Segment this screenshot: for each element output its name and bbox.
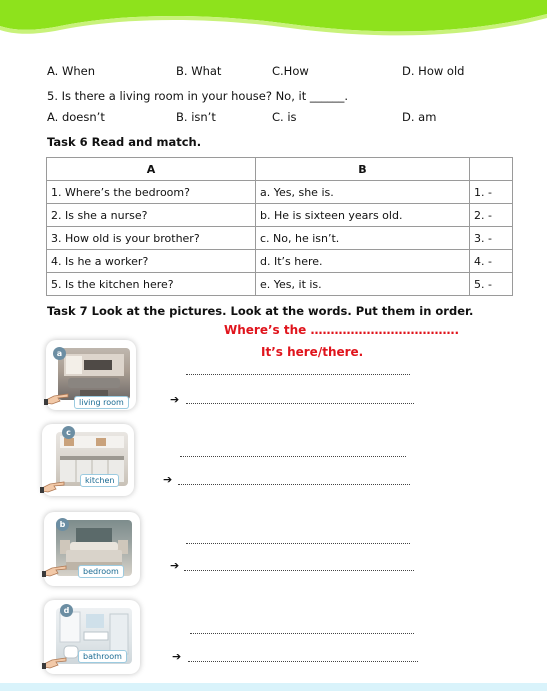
pointing-hand-icon bbox=[44, 390, 70, 406]
task7-prompt-here: It’s here/there. bbox=[261, 345, 364, 359]
arrow-icon: ➔ bbox=[163, 473, 173, 486]
cell-answer: c. No, he isn’t. bbox=[256, 227, 470, 250]
table-row bbox=[47, 181, 513, 204]
cell-answer: a. Yes, she is. bbox=[256, 181, 470, 204]
pointing-hand-icon bbox=[42, 562, 68, 578]
answer-line[interactable] bbox=[188, 660, 418, 662]
answer-line[interactable] bbox=[190, 632, 414, 634]
picture-letter-badge: c bbox=[62, 426, 75, 439]
table-row bbox=[47, 273, 513, 296]
picture-card-bathroom bbox=[44, 600, 140, 674]
q4-option-a: A. When bbox=[47, 64, 95, 78]
picture-label-bathroom: bathroom bbox=[78, 650, 127, 663]
q5-option-d: D. am bbox=[402, 110, 437, 124]
arrow-icon: ➔ bbox=[172, 650, 182, 663]
answer-line[interactable] bbox=[178, 483, 410, 485]
cell-question: 2. Is she a nurse? bbox=[47, 204, 256, 227]
cell-question: 4. Is he a worker? bbox=[47, 250, 256, 273]
header-a: A bbox=[47, 158, 256, 181]
picture-card-bedroom bbox=[44, 512, 140, 586]
answer-line[interactable] bbox=[184, 569, 414, 571]
picture-letter-badge: a bbox=[53, 347, 66, 360]
header-wave bbox=[0, 0, 547, 40]
q5-question: 5. Is there a living room in your house? No, it ______. bbox=[47, 89, 349, 103]
cell-answer: d. It’s here. bbox=[256, 250, 470, 273]
q5-option-b: B. isn’t bbox=[176, 110, 216, 124]
header-b: B bbox=[256, 158, 470, 181]
arrow-icon: ➔ bbox=[170, 559, 180, 572]
q5-option-a: A. doesn’t bbox=[47, 110, 105, 124]
header-answer bbox=[470, 158, 513, 181]
answer-line[interactable] bbox=[180, 455, 406, 457]
cell-match: 3. - bbox=[470, 227, 513, 250]
task7-title: Task 7 Look at the pictures. Look at the words. Put them in order. bbox=[47, 304, 474, 318]
task7-prompt-where: Where’s the ………………………………. bbox=[224, 323, 460, 337]
answer-line[interactable] bbox=[186, 542, 410, 544]
q4-option-b: B. What bbox=[176, 64, 222, 78]
cell-match: 4. - bbox=[470, 250, 513, 273]
picture-label-living-room: living room bbox=[74, 396, 129, 409]
table-header-row bbox=[47, 158, 513, 181]
q4-option-d: D. How old bbox=[402, 64, 465, 78]
table-row bbox=[47, 227, 513, 250]
cell-match: 2. - bbox=[470, 204, 513, 227]
cell-question: 5. Is the kitchen here? bbox=[47, 273, 256, 296]
answer-line[interactable] bbox=[186, 402, 414, 404]
picture-card-living-room bbox=[46, 340, 136, 410]
match-table bbox=[46, 157, 513, 296]
picture-letter-badge: d bbox=[60, 604, 73, 617]
cell-match: 1. - bbox=[470, 181, 513, 204]
pointing-hand-icon bbox=[40, 478, 66, 494]
answer-line[interactable] bbox=[186, 373, 410, 375]
arrow-icon: ➔ bbox=[170, 393, 180, 406]
table-row bbox=[47, 204, 513, 227]
footer-band bbox=[0, 683, 547, 691]
cell-answer: b. He is sixteen years old. bbox=[256, 204, 470, 227]
table-row bbox=[47, 250, 513, 273]
picture-label-kitchen: kitchen bbox=[80, 474, 119, 487]
task6-title: Task 6 Read and match. bbox=[47, 135, 202, 149]
pointing-hand-icon bbox=[42, 654, 68, 670]
cell-match: 5. - bbox=[470, 273, 513, 296]
picture-card-kitchen bbox=[42, 424, 134, 496]
q4-option-c: C.How bbox=[272, 64, 309, 78]
cell-question: 1. Where’s the bedroom? bbox=[47, 181, 256, 204]
picture-label-bedroom: bedroom bbox=[78, 565, 124, 578]
q5-option-c: C. is bbox=[272, 110, 297, 124]
cell-question: 3. How old is your brother? bbox=[47, 227, 256, 250]
cell-answer: e. Yes, it is. bbox=[256, 273, 470, 296]
picture-letter-badge: b bbox=[56, 518, 69, 531]
